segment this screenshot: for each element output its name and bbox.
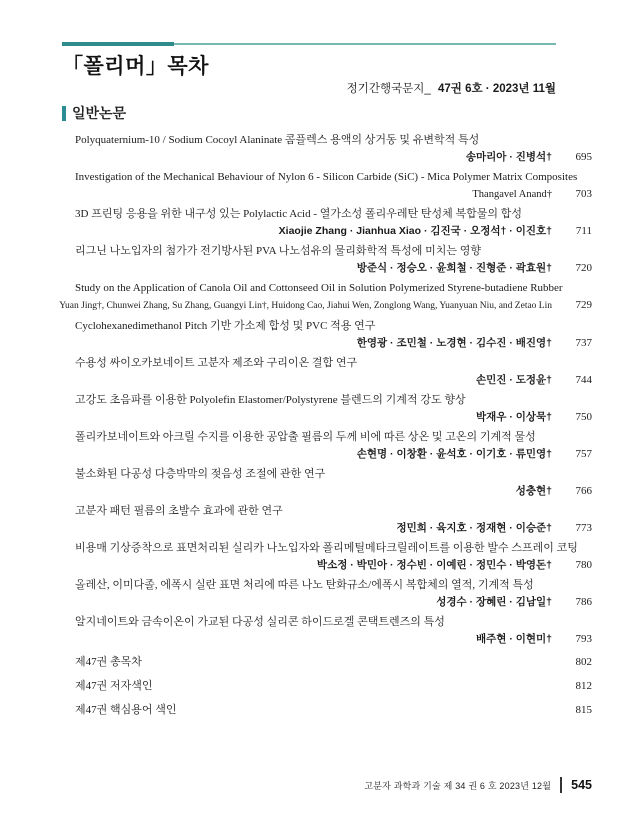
article-title: 고분자 패턴 필름의 초발수 효과에 관한 연구 — [75, 505, 283, 517]
article-page-number: 773 — [575, 522, 592, 534]
index-row — [75, 703, 592, 718]
footer-journal-info: 고분자 과학과 기술 제 34 권 6 호 2023년 12월 — [364, 780, 552, 791]
article-page-number: 750 — [575, 411, 592, 423]
page-footer — [364, 777, 592, 793]
article-authors: Yuan Jing†, Chunwei Zhang, Su Zhang, Guangyi Lin†, Huidong Cao, Jiahui Wen, Zonglong Wang, Yuanyuan Niu, and Zetao Lin — [59, 301, 552, 311]
article-page-number: 720 — [575, 262, 592, 274]
toc-entry — [75, 504, 592, 536]
index-label: 제47권 핵심용어 색인 — [75, 704, 177, 716]
toc-entry — [75, 393, 592, 425]
issue-info-volume: 47권 6호 · 2023년 11월 — [438, 83, 556, 95]
article-title: 폴리카보네이트와 아크릴 수지를 이용한 공압출 필름의 두께 비에 따른 상온 및 고온의 기계적 물성 — [75, 431, 536, 443]
article-authors: Thangavel Anand† — [472, 189, 552, 200]
toc-entry — [75, 578, 592, 610]
index-page-number: 812 — [575, 680, 592, 692]
header-rule-accent — [62, 42, 174, 46]
index-page-number: 802 — [575, 656, 592, 668]
section-accent-bar — [62, 106, 66, 121]
index-label: 제47권 저자색인 — [75, 680, 153, 692]
issue-info — [62, 80, 556, 96]
issue-info-prefix: 정기간행국문지_ — [346, 83, 431, 95]
index-row — [75, 655, 592, 670]
article-authors: 한영광 · 조민철 · 노경현 · 김수진 · 배진영† — [356, 337, 552, 349]
toc-entry — [75, 207, 592, 239]
article-title: Investigation of the Mechanical Behaviour of Nylon 6 - Silicon Carbide (SiC) - Mica Polymer Matrix Composites — [75, 171, 578, 183]
article-authors: 정민희 · 육지호 · 정재현 · 이승준† — [396, 522, 552, 534]
index-label: 제47권 총목차 — [75, 656, 142, 668]
toc-entry — [75, 541, 592, 573]
article-page-number: 780 — [575, 559, 592, 571]
article-authors: 박재우 · 이상묵† — [475, 411, 552, 423]
article-title: 알지네이트와 금속이온이 가교된 다공성 실리콘 하이드로겔 콘택트렌즈의 특성 — [75, 616, 445, 628]
index-page-number: 815 — [575, 704, 592, 716]
article-title: 3D 프린팅 응용을 위한 내구성 있는 Polylactic Acid - 열가소성 폴리우레탄 탄성체 복합물의 합성 — [75, 208, 523, 220]
toc-entry-list — [59, 133, 592, 652]
section-header — [62, 103, 126, 123]
article-title: Polyquaternium-10 / Sodium Cocoyl Alaninate 콤플렉스 용액의 상거동 및 유변학적 특성 — [75, 134, 480, 146]
article-title: 비용매 기상증착으로 표면처리된 실리카 나노입자와 폴리메틸메타크릴레이트를 이용한 발수 스프레이 코팅 — [75, 542, 578, 554]
toc-entry — [75, 356, 592, 388]
article-page-number: 695 — [575, 151, 592, 163]
article-title: Study on the Application of Canola Oil and Cottonseed Oil in Solution Polymerized Styrene-butadiene Rubber — [75, 282, 563, 294]
toc-entry — [75, 467, 592, 499]
article-page-number: 786 — [575, 596, 592, 608]
article-page-number: 757 — [575, 448, 592, 460]
toc-entry — [75, 133, 592, 165]
article-title: 불소화된 다공성 다층박막의 젖음성 조절에 관한 연구 — [75, 468, 326, 480]
section-title: 일반논문 — [72, 105, 127, 121]
toc-entry — [75, 244, 592, 276]
article-authors: 박소정 · 박민아 · 정수빈 · 이예린 · 정민수 · 박영돈† — [316, 559, 552, 571]
article-title: 고강도 초음파를 이용한 Polyolefin Elastomer/Polystyrene 블렌드의 기계적 강도 향상 — [75, 394, 466, 406]
article-title: 리그닌 나노입자의 첨가가 전기방사된 PVA 나노섬유의 물리화학적 특성에 미치는 영향 — [75, 245, 482, 257]
article-title: Cyclohexanedimethanol Pitch 기반 가소제 합성 및 PVC 적용 연구 — [75, 320, 376, 332]
article-authors: 송마리아 · 진병석† — [465, 151, 552, 163]
article-authors: 손현명 · 이창환 · 윤석호 · 이기호 · 류민영† — [356, 448, 552, 460]
toc-entry — [75, 170, 592, 202]
article-authors: 방준식 · 정승오 · 윤희철 · 진형준 · 곽효원† — [356, 262, 552, 274]
toc-entry — [75, 615, 592, 647]
article-authors: 성충현† — [515, 485, 552, 497]
toc-entry — [59, 281, 592, 314]
article-authors: Xiaojie Zhang · Jianhua Xiao · 김진국 · 오정석† · 이진호† — [278, 225, 552, 237]
article-page-number: 737 — [575, 337, 592, 349]
article-title: 수용성 싸이오카보네이트 고분자 제조와 구리이온 결합 연구 — [75, 357, 358, 369]
toc-entry — [75, 430, 592, 462]
toc-entry — [75, 319, 592, 351]
article-title: 올레산, 이미다졸, 에폭시 실란 표면 처리에 따른 나노 탄화규소/에폭시 복합체의 열적, 기계적 특성 — [75, 579, 534, 591]
article-page-number: 703 — [575, 188, 592, 200]
article-authors: 손민진 · 도정윤† — [475, 374, 552, 386]
article-page-number: 711 — [575, 225, 592, 237]
page-title: 「폴리머」목차 — [62, 55, 209, 78]
article-page-number: 729 — [575, 299, 592, 311]
article-page-number: 744 — [575, 374, 592, 386]
article-authors: 배주현 · 이현미† — [475, 633, 552, 645]
volume-index-list — [75, 655, 592, 727]
article-page-number: 793 — [575, 633, 592, 645]
footer-page-number: 545 — [560, 777, 592, 793]
article-page-number: 766 — [575, 485, 592, 497]
article-authors: 성경수 · 장혜린 · 김남일† — [436, 596, 552, 608]
header-rule — [62, 43, 556, 45]
index-row — [75, 679, 592, 694]
